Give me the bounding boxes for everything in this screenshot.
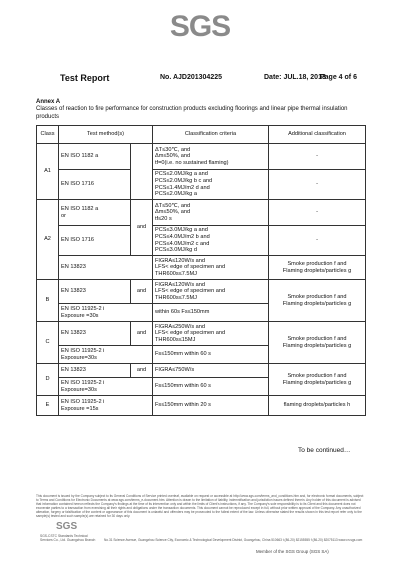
criteria-line: ΔT≤30℃, and	[155, 146, 191, 153]
criteria-line: Fs≤150mm within 60 s	[155, 351, 211, 358]
table-row	[37, 170, 366, 200]
table-row	[37, 144, 366, 170]
header-class: Class	[37, 126, 59, 144]
sgs-logo-text: SGS	[169, 10, 231, 43]
and-cell: and	[131, 200, 153, 256]
annex-heading: Annex A	[36, 99, 61, 105]
criteria-line: PCS≤4.0MJ/m2 c and	[155, 240, 210, 247]
method-cell	[59, 346, 153, 364]
annex-description: Classes of reaction to fire performance for construction products excluding floorings and linear pipe thermal insulation products	[36, 106, 348, 120]
class-cell: A2	[37, 200, 59, 280]
additional-cell: -	[269, 144, 366, 170]
report-date: Date: JUL.18, 2013	[264, 74, 326, 81]
table-row	[37, 396, 366, 416]
report-title: Test Report	[60, 73, 110, 83]
method-line: EN ISO 1182 a	[61, 153, 99, 160]
footer-logo	[56, 520, 82, 534]
footer-logo-text: SGS	[56, 521, 78, 532]
criteria-line: PCS≤3.0MJ/kg d	[155, 247, 197, 254]
method-line: Exposure=30s	[61, 386, 97, 393]
additional-line: Smoke production f and	[287, 260, 347, 267]
method-line: EN 13823	[61, 330, 86, 337]
criteria-line: PCS≤1.4MJ/m2 d and	[155, 184, 210, 191]
method-cell	[59, 304, 153, 322]
additional-cell: -	[269, 226, 366, 256]
additional-cell	[269, 280, 366, 322]
criteria-line: FIGRA≤120W/s and	[155, 257, 206, 264]
criteria-line: LFS< edge of specimen and	[155, 288, 226, 295]
report-number: No. AJD201304225	[160, 74, 223, 81]
class-cell: A1	[37, 144, 59, 200]
method-cell	[59, 200, 131, 226]
method-line: EN ISO 11925-2 i	[61, 305, 105, 312]
table-row	[37, 322, 366, 346]
criteria-line: FIGRA≤250W/s and	[155, 323, 206, 330]
table-row	[37, 226, 366, 256]
criteria-line: PCS≤2.0MJ/kg a	[155, 191, 197, 198]
classification-table	[36, 125, 366, 416]
additional-line: Flaming droplets/particles g	[282, 379, 352, 386]
criteria-line: PCS≤4.0MJ/m2 b and	[155, 233, 210, 240]
criteria-cell	[153, 226, 269, 256]
table-row	[37, 364, 366, 378]
class-cell: B	[37, 280, 59, 322]
method-line: EN ISO 1716	[61, 181, 94, 188]
criteria-line: ΔT≤50℃, and	[155, 202, 191, 209]
additional-line: Smoke production f and	[287, 293, 347, 300]
additional-line: Smoke production f and	[287, 372, 347, 379]
method-line: or	[61, 212, 66, 219]
and-cell	[131, 144, 153, 200]
class-cell: C	[37, 322, 59, 364]
method-cell	[59, 170, 131, 200]
criteria-line: Fs≤150mm within 20 s	[155, 402, 211, 409]
criteria-cell	[153, 364, 269, 378]
criteria-cell	[153, 322, 269, 346]
and-cell: and	[131, 280, 153, 304]
class-cell: D	[37, 364, 59, 396]
footer-address: No.31 Science Avenue, Guangzhou Science City, Economic & Technological Development District, Guangzhou, China 510663 t (86-20) 82155555 f (86-20) 82075113 www.cn.sgs.com	[104, 538, 363, 542]
method-line: Exposure =15s	[61, 405, 99, 412]
criteria-line: LFS< edge of specimen and	[155, 264, 226, 271]
criteria-cell	[153, 346, 269, 364]
criteria-line: LFS< edge of specimen and	[155, 330, 226, 337]
criteria-line: tf≤20 s	[155, 215, 172, 222]
footer-member: Member of the SGS Group (SGS SA)	[256, 549, 329, 554]
criteria-cell	[153, 170, 269, 200]
criteria-line: THR600s≤15MJ	[155, 336, 196, 343]
method-line: EN 13823	[61, 264, 86, 271]
method-line: EN ISO 11925-2 i	[61, 398, 105, 405]
additional-cell: -	[269, 170, 366, 200]
method-cell	[59, 396, 153, 416]
criteria-line: Fs≤150mm within 60 s	[155, 383, 211, 390]
method-line: Exposure =30s	[61, 312, 99, 319]
criteria-line: PCS≤2.0MJ/kg a and	[155, 171, 208, 178]
method-line: EN ISO 11925-2 i	[61, 379, 105, 386]
method-line: EN ISO 11925-2 i	[61, 347, 105, 354]
table-row	[37, 200, 366, 226]
table-row	[37, 280, 366, 304]
additional-cell	[269, 256, 366, 280]
criteria-line: PCS≤2.0MJ/kg b c and	[155, 177, 213, 184]
legal-disclaimer: This document is issued by the Company subject to its General Conditions of Service printed overleaf, available on request or accessible at http://www.sgs.com/terms_and_conditions.htm and, for electronic format documents, subject to Terms and Conditions for Electronic Documents at www.sgs.com/terms_e-document.htm. Attention is drawn to the limitation of liability, indemnification and jurisdiction issues defined therein. Any holder of this document is advised that information contained hereon reflects the Company's findings at the time of its intervention only and within the limits of Client's instructions, if any. The Company's sole responsibility is to its Client and this document does not exonerate parties to a transaction from exercising all their rights and obligations under the transaction documents. This document cannot be reproduced except in full, without prior written approval of the Company. Any unauthorized alteration, forgery or falsification of the content or appearance of this document is unlawful and offenders may be prosecuted to the fullest extent of the law. Unless otherwise stated the results shown in this test report refer only to the sample(s) tested and such sample(s) are retained for 30 days only.	[36, 494, 364, 518]
sgs-logo	[168, 12, 232, 42]
criteria-line: Δm≤50%, and	[155, 153, 191, 160]
criteria-line: within 60s Fs≤150mm	[155, 309, 210, 316]
method-line: EN 13823	[61, 288, 86, 295]
table-header-row	[37, 126, 366, 144]
method-cell	[59, 378, 153, 396]
criteria-cell	[153, 144, 269, 170]
additional-cell: -	[269, 200, 366, 226]
criteria-line: tf=0(i.e. no sustained flaming)	[155, 159, 229, 166]
and-cell: and	[131, 322, 153, 346]
header-method: Test method(s)	[59, 126, 153, 144]
criteria-line: PCS≤3.0MJ/kg a and	[155, 227, 208, 234]
criteria-cell	[153, 304, 269, 322]
header-additional: Additional classification	[269, 126, 366, 144]
continued-note: To be continued…	[298, 447, 351, 454]
method-line: Exposure=30s	[61, 354, 97, 361]
criteria-cell	[153, 256, 269, 280]
method-cell	[59, 226, 131, 256]
method-cell	[59, 280, 131, 304]
criteria-line: FIGRA≤750W/s	[155, 367, 195, 374]
additional-line: Smoke production f and	[287, 335, 347, 342]
additional-line: Flaming droplets/particles g	[282, 342, 352, 349]
additional-cell	[269, 364, 366, 396]
and-cell: and	[131, 364, 153, 378]
page-number: Page 4 of 6	[320, 74, 357, 81]
class-cell: E	[37, 396, 59, 416]
method-cell	[59, 322, 131, 346]
method-line: EN 13823	[61, 367, 86, 374]
criteria-cell	[153, 200, 269, 226]
criteria-cell	[153, 378, 269, 396]
header-criteria: Classification criteria	[153, 126, 269, 144]
criteria-line: FIGRA≤120W/s and	[155, 281, 206, 288]
table-row	[37, 256, 366, 280]
method-cell	[59, 256, 153, 280]
method-cell	[59, 364, 131, 378]
criteria-line: THR600s≤7.5MJ	[155, 270, 197, 277]
additional-line: Flaming droplets/particles g	[282, 267, 352, 274]
criteria-line: Δm≤50%, and	[155, 209, 191, 216]
method-line: EN ISO 1716	[61, 237, 94, 244]
method-cell	[59, 144, 131, 170]
additional-cell: flaming droplets/particles h	[269, 396, 366, 416]
additional-cell	[269, 322, 366, 364]
criteria-cell	[153, 396, 269, 416]
criteria-line: THR600s≤7.5MJ	[155, 294, 197, 301]
footer-company: SGS-CSTC Standards Technical Services Co., Ltd. Guangzhou Branch	[40, 534, 96, 542]
additional-line: Flaming droplets/particles g	[282, 300, 352, 307]
criteria-cell	[153, 280, 269, 304]
method-line: EN ISO 1182 a	[61, 205, 99, 212]
